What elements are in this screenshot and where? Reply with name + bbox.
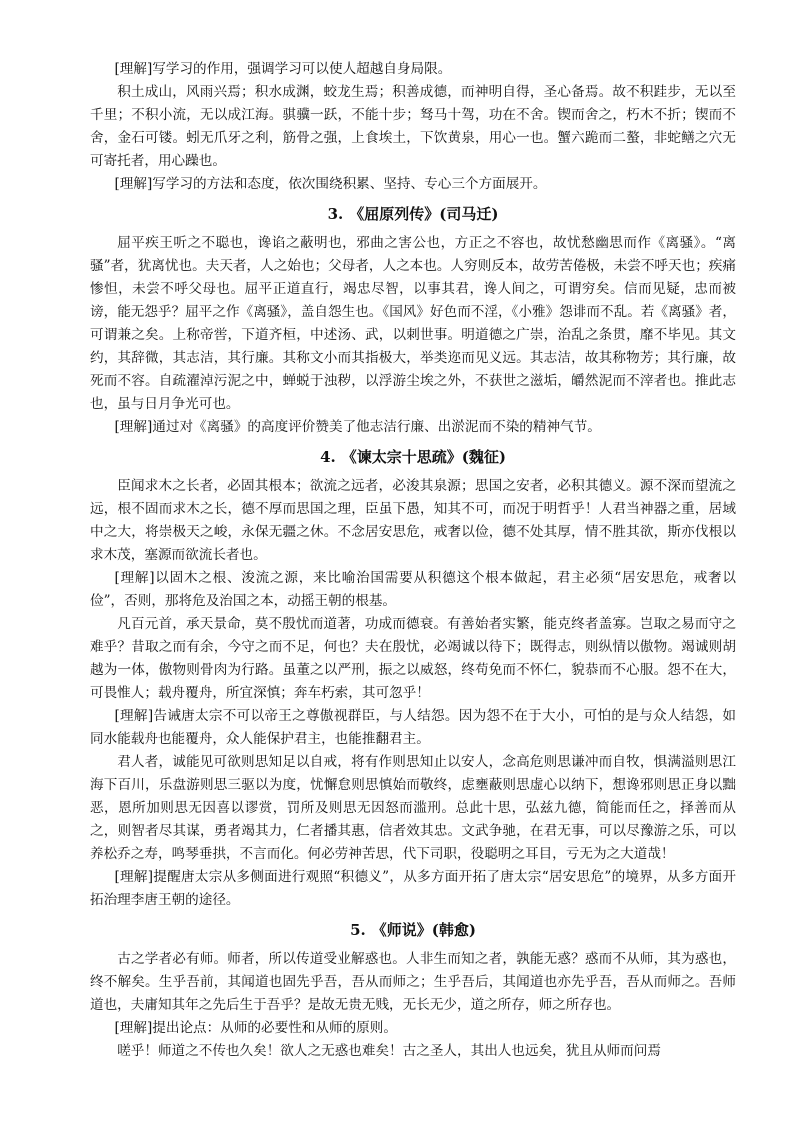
text-qu-yuan: 屈平疾王听之不聪也，谗谄之蔽明也，邪曲之害公也，方正之不容也，故忧愁幽思而作《离骚》。“离骚”者，犹离忧也。夫天者，人之始也；父母者，人之本也。人穷则反本，故劳苦倦极，未尝不呼天也；疾痛惨怛，未尝不呼父母也。屈平正道直行，竭忠尽智，以事其君，谗人间之，可谓穷矣。信而见疑，忠而被谤，能无怨乎？屈平之作《离骚》，盖自怨生也。《国风》好色而不淫，《小雅》怨诽而不乱。若《离骚》者，可谓兼之矣。上称帝喾，下道齐桓，中述汤、武，以刺世事。明道德之广崇，治乱之条贯，靡不毕见。其文约，其辞微，其志洁，其行廉。其称文小而其指极大，举类迩而见义远。其志洁，故其称物芳；其行廉，故死而不容。自疏濯淖污泥之中，蝉蜕于浊秽，以浮游尘埃之外，不获世之滋垢，皭然泥而不滓者也。推此志也，虽与日月争光可也。 (90, 235, 736, 412)
section-number: 3. (327, 205, 344, 223)
interpretation-xunzi-1: [理解]写学习的作用，强调学习可以使人超越自身局限。 (114, 61, 452, 77)
text-xunzi-accumulation: 积土成山，风雨兴焉；积水成渊，蛟龙生焉；积善成德，而神明自得，圣心备焉。故不积跬步，无以至千里；不积小流，无以成江海。骐骥一跃，不能十步；驽马十驾，功在不舍。锲而舍之，朽木不折；锲而不舍，金石可镂。蚓无爪牙之利，筋骨之强，上食埃土，下饮黄泉，用心一也。蟹六跪而二螯，非蛇鳝之穴无可寄托者，用心躁也。 (90, 84, 736, 169)
text-ten-thoughts-3: 君人者，诚能见可欲则思知足以自戒，将有作则思知止以安人，念高危则思谦冲而自牧，惧满溢则思江海下百川，乐盘游则思三驱以为度，忧懈怠则思慎始而敬终，虑壅蔽则思虚心以纳下，想谗邪则思正身以黜恶，恩所加则思无因喜以谬赏，罚所及则思无因怒而滥刑。总此十思，弘兹九德，简能而任之，择善而从之，则智者尽其谋，勇者竭其力，仁者播其惠，信者效其忠。文武争驰，在君无事，可以尽豫游之乐，可以养松乔之寿，鸣琴垂拱，不言而化。何必劳神苦思，代下司职，役聪明之耳目，亏无为之大道哉！ (90, 754, 736, 862)
section-title: 《谏太宗十思疏》(魏征) (341, 448, 506, 466)
section-heading-qu-yuan (90, 202, 736, 227)
section-heading-shi-shuo (90, 918, 736, 943)
section-number: 4. (320, 448, 336, 466)
text-ten-thoughts-2: 凡百元首，承天景命，莫不殷忧而道著，功成而德衰。有善始者实繁，能克终者盖寡。岂取之易而守之难乎？昔取之而有余，今守之而不足，何也？夫在殷忧，必竭诚以待下；既得志，则纵情以傲物。竭诚则胡越为一体，傲物则骨肉为行路。虽董之以严刑，振之以威怒，终苟免而不怀仁，貌恭而不心服。怨不在大，可畏惟人；载舟覆舟，所宜深慎；奔车朽索，其可忽乎！ (90, 616, 736, 701)
interpretation-qu-yuan: [理解]通过对《离骚》的高度评价赞美了他志洁行廉、出淤泥而不染的精神气节。 (114, 419, 601, 435)
interpretation-shi-shuo: [理解]提出论点：从师的必要性和从师的原则。 (114, 1020, 397, 1036)
section-heading-ten-thoughts (90, 445, 736, 470)
section-title: 《屈原列传》(司马迁) (349, 205, 499, 223)
section-title: 《师说》(韩愈) (371, 921, 476, 939)
interpretation-ten-thoughts-1: [理解]以固木之根、浚流之源，来比喻治国需要从积德这个根本做起，君主必须“居安思危，戒奢以俭”，否则，那将危及治国之本，动摇王朝的根基。 (90, 570, 736, 609)
interpretation-xunzi-2: [理解]写学习的方法和态度，依次围绕积累、坚持、专心三个方面展开。 (114, 176, 547, 192)
section-number: 5. (350, 921, 366, 939)
text-ten-thoughts-1: 臣闻求木之长者，必固其根本；欲流之远者，必浚其泉源；思国之安者，必积其德义。源不深而望流之远，根不固而求木之长，德不厚而思国之理，臣虽下愚，知其不可，而况于明哲乎！人君当神器之重，居域中之大，将崇极天之峻，永保无疆之休。不念居安思危，戒奢以俭，德不处其厚，情不胜其欲，斯亦伐根以求木茂，塞源而欲流长者也。 (90, 478, 736, 563)
text-shi-shuo-1: 古之学者必有师。师者，所以传道受业解惑也。人非生而知之者，孰能无惑？惑而不从师，其为惑也，终不解矣。生乎吾前，其闻道也固先乎吾，吾从而师之；生乎吾后，其闻道也亦先乎吾，吾从而师之。吾师道也，夫庸知其年之先后生于吾乎？是故无贵无贱，无长无少，道之所存，师之所存也。 (90, 951, 736, 1013)
text-shi-shuo-2: 嗟乎！师道之不传也久矣！欲人之无惑也难矣！古之圣人，其出人也远矣，犹且从师而问焉 (117, 1043, 661, 1059)
interpretation-ten-thoughts-3: [理解]提醒唐太宗从多侧面进行观照“积德义”，从多方面开拓了唐太宗“居安思危”的境界，从多方面开拓治理李唐王朝的途径。 (90, 869, 736, 908)
interpretation-ten-thoughts-2: [理解]告诫唐太宗不可以帝王之尊傲视群臣，与人结怨。因为怨不在于大小，可怕的是与众人结怨，如同水能载舟也能覆舟，众人能保护君主，也能推翻君主。 (90, 708, 736, 747)
